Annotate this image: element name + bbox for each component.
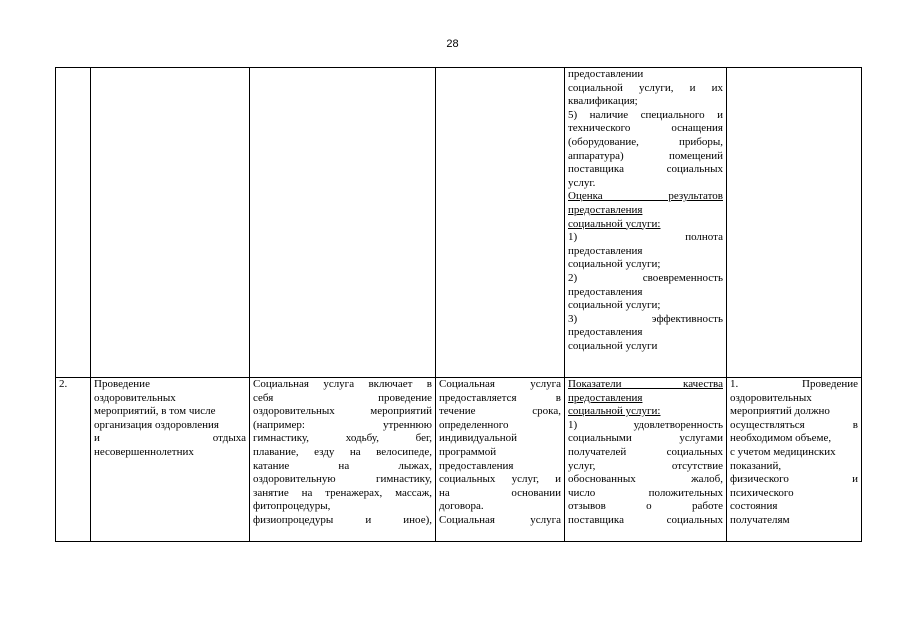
text-line: состояния [730,500,778,513]
text-line: получателей социальных [568,445,723,458]
services-table [55,67,862,542]
text-line: себя проведение [253,391,432,404]
row-number: 2. [59,378,68,390]
text-line: отзывов о работе [568,500,723,513]
cell-service-description [250,378,436,542]
cell-quality-indicators [565,68,727,378]
text-line: предоставлении [568,68,644,80]
text-line: Социальная услуга [439,378,561,390]
cell-service-name [91,378,250,542]
text-line: оздоровительных мероприятий [253,405,432,418]
text-line: социальной услуги, и их [568,81,723,94]
text-line: предоставления [568,203,643,216]
text-line: услуг. [568,176,596,189]
text-line: с учетом медицинских [730,445,836,458]
text-line: оздоровительных [730,391,812,404]
text-line: социальной услуги: [568,405,661,418]
text-line: гимнастику, ходьбу, бег, [253,432,432,445]
text-line: предоставления [568,285,643,298]
cell-service-term [436,68,565,378]
table-row [56,378,862,542]
text-line: (например: утреннюю [253,418,432,431]
text-line: обоснованных жалоб, [568,473,723,486]
text-line: предоставления [568,391,643,404]
text-line: социальной услуги; [568,258,661,271]
text-line: занятие на тренажерах, массаж, [253,486,432,499]
text-line: осуществляться в [730,418,858,431]
cell-number [56,378,91,542]
text-line: фитопроцедуры, [253,500,331,513]
text-line: 3) эффективность [568,312,723,325]
text-line: мероприятий должно [730,405,830,418]
text-line: Проведение [94,378,150,390]
cell-number [56,68,91,378]
text-line: оздоровительную гимнастику, [253,473,432,486]
text-line: течение срока, [439,405,561,418]
text-line: 2) своевременность [568,271,723,284]
text-line: Социальная услуга включает в [253,378,432,390]
text-line: Социальная услуга [439,513,561,526]
text-line: программой [439,445,497,458]
text-line: катание на лыжах, [253,459,432,472]
text-line: квалификация; [568,95,638,108]
text-line: услуг, отсутствие [568,459,723,472]
page-number: 28 [446,38,459,50]
text-line: определенного [439,418,509,431]
text-line: показаний, [730,459,782,472]
text-line: технического оснащения [568,122,723,135]
text-line: необходимом объеме, [730,432,832,445]
text-line: несовершеннолетних [94,445,194,458]
text-line: 1) удовлетворенность [568,418,723,431]
text-line: плавание, езду на велосипеде, [253,445,432,458]
text-line: организация оздоровления [94,418,219,431]
cell-quality-indicators [565,378,727,542]
text-line: предоставления [568,244,643,257]
text-line: социальными услугами [568,432,723,445]
text-line: (оборудование, приборы, [568,135,723,148]
text-line: предоставляется в [439,391,561,404]
text-line: предоставления [439,459,514,472]
text-line: психического [730,486,794,499]
text-line: и отдыха [94,432,246,445]
text-line: поставщика социальных [568,163,723,176]
text-line: аппаратура) помещений [568,149,723,162]
text-line: индивидуальной [439,432,518,445]
text-line: социальной услуги; [568,299,661,312]
text-line: на основании [439,486,561,499]
text-line: оздоровительных [94,391,176,404]
text-line: договора. [439,500,484,513]
text-line: физического и [730,473,858,486]
text-line: предоставления [568,326,643,339]
text-line: поставщика социальных [568,513,723,526]
text-line: мероприятий, в том числе [94,405,216,418]
text-line: число положительных [568,486,723,499]
text-line: 5) наличие специального и [568,108,723,121]
text-line: Оценка результатов [568,190,723,203]
text-line: физиопроцедуры и иное), [253,513,432,526]
cell-service-term [436,378,565,542]
cell-service-name [91,68,250,378]
text-line: 1. Проведение [730,378,858,390]
text-line: социальной услуги [568,339,658,352]
cell-service-description [250,68,436,378]
text-line: 1) полнота [568,231,723,244]
table-row [56,68,862,378]
text-line: социальной услуги: [568,217,661,230]
cell-conditions [727,378,862,542]
cell-conditions [727,68,862,378]
text-line: получателям [730,513,790,526]
text-line: Показатели качества [568,378,723,390]
text-line: социальных услуг, и [439,473,561,486]
